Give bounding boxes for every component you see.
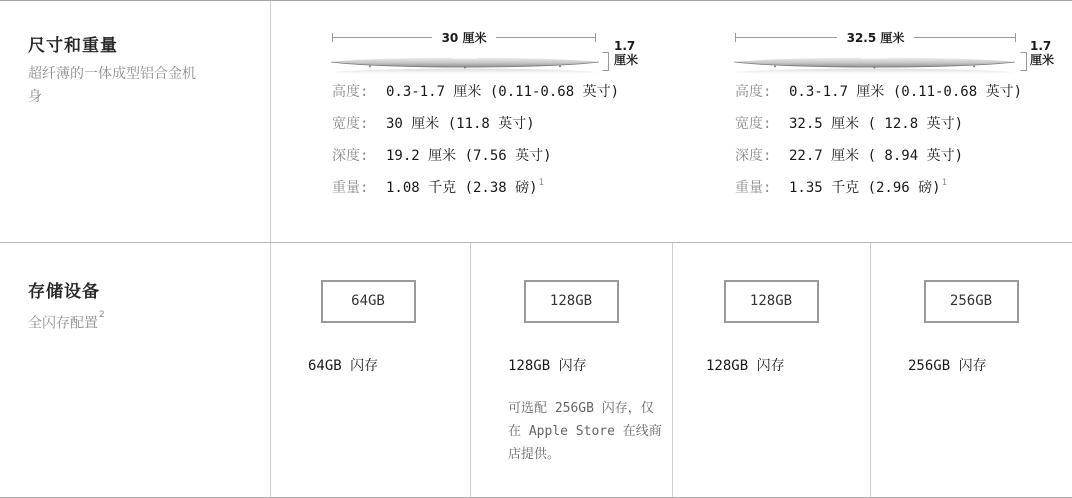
spec-label: 深度: [735, 148, 772, 164]
spec-row-width [332, 117, 662, 131]
dimensions-section-title: 尺寸和重量 [28, 36, 118, 56]
footnote-marker: 1 [941, 178, 947, 188]
spec-value: 19.2 厘米 (7.56 英寸) [386, 148, 552, 164]
spec-value: 22.7 厘米 ( 8.94 英寸) [789, 148, 964, 164]
dimensions-section-header [28, 31, 243, 109]
storage-option-column-2 [470, 243, 672, 496]
spec-label: 重量: [735, 180, 772, 196]
laptop-side-profile-illustration [733, 55, 1016, 79]
thickness-bracket [602, 52, 610, 71]
storage-option-column-3 [672, 243, 870, 496]
spec-list [735, 85, 1065, 213]
measure-line-segment [333, 37, 432, 38]
storage-option-label: 64GB 闪存 [308, 358, 379, 374]
spec-row-depth [332, 149, 662, 163]
spec-label: 宽度: [332, 116, 369, 132]
spec-value: 0.3-1.7 厘米 (0.11-0.68 英寸) [789, 84, 1023, 100]
width-measurement-line [332, 29, 596, 45]
thickness-value: 1.7 [1030, 39, 1052, 53]
thickness-dimension-label [614, 39, 638, 67]
spec-row-depth [735, 149, 1065, 163]
laptop-side-profile-illustration [330, 55, 600, 79]
capacity-box: 128GB [524, 280, 619, 323]
thickness-unit: 厘米 [1030, 53, 1055, 67]
spec-label: 重量: [332, 180, 369, 196]
thickness-unit: 厘米 [614, 53, 639, 67]
spec-value: 0.3-1.7 厘米 (0.11-0.68 英寸) [386, 84, 620, 100]
spec-row-width [735, 117, 1065, 131]
dimensions-section-subtitle: 超纤薄的一体成型铝合金机身 [28, 66, 196, 105]
storage-section-subtitle [28, 309, 208, 336]
capacity-box: 256GB [924, 280, 1019, 323]
storage-option-label: 128GB 闪存 [508, 358, 587, 374]
storage-subtitle-text: 全闪存配置 [28, 315, 98, 332]
capacity-box: 128GB [724, 280, 819, 323]
measure-line-segment [736, 37, 837, 38]
measure-tick-right [595, 33, 596, 42]
storage-section-header [28, 277, 243, 336]
storage-option-label: 128GB 闪存 [706, 358, 785, 374]
spec-value: 1.35 千克 (2.96 磅) [789, 180, 941, 196]
spec-row-height [332, 85, 662, 99]
footnote-marker: 1 [538, 178, 544, 188]
width-dimension-label: 32.5 厘米 [846, 30, 905, 45]
spec-row-weight [332, 178, 662, 196]
spec-value: 32.5 厘米 ( 12.8 英寸) [789, 116, 964, 132]
spec-list [332, 85, 662, 213]
storage-option-column-1 [266, 243, 470, 496]
thickness-value: 1.7 [614, 39, 636, 53]
storage-section-title: 存储设备 [28, 282, 100, 302]
thickness-bracket [1020, 52, 1028, 71]
thickness-dimension-label [1030, 39, 1054, 67]
storage-option-note: 可选配 256GB 闪存，仅在 Apple Store 在线商店提供。 [508, 401, 662, 462]
storage-option-label: 256GB 闪存 [908, 358, 987, 374]
measure-tick-right [1015, 33, 1016, 42]
spec-row-weight [735, 178, 1065, 196]
spec-value: 1.08 千克 (2.38 磅) [386, 180, 538, 196]
width-dimension-label: 30 厘米 [441, 30, 487, 45]
spec-row-height [735, 85, 1065, 99]
spec-label: 高度: [332, 84, 369, 100]
spec-label: 深度: [332, 148, 369, 164]
footnote-marker: 2 [99, 310, 105, 320]
spec-label: 宽度: [735, 116, 772, 132]
width-measurement-line [735, 29, 1016, 45]
storage-option-column-4 [870, 243, 1072, 496]
measure-line-segment [496, 37, 595, 38]
capacity-box: 64GB [321, 280, 416, 323]
spec-label: 高度: [735, 84, 772, 100]
measure-line-segment [914, 37, 1015, 38]
spec-value: 30 厘米 (11.8 英寸) [386, 116, 535, 132]
